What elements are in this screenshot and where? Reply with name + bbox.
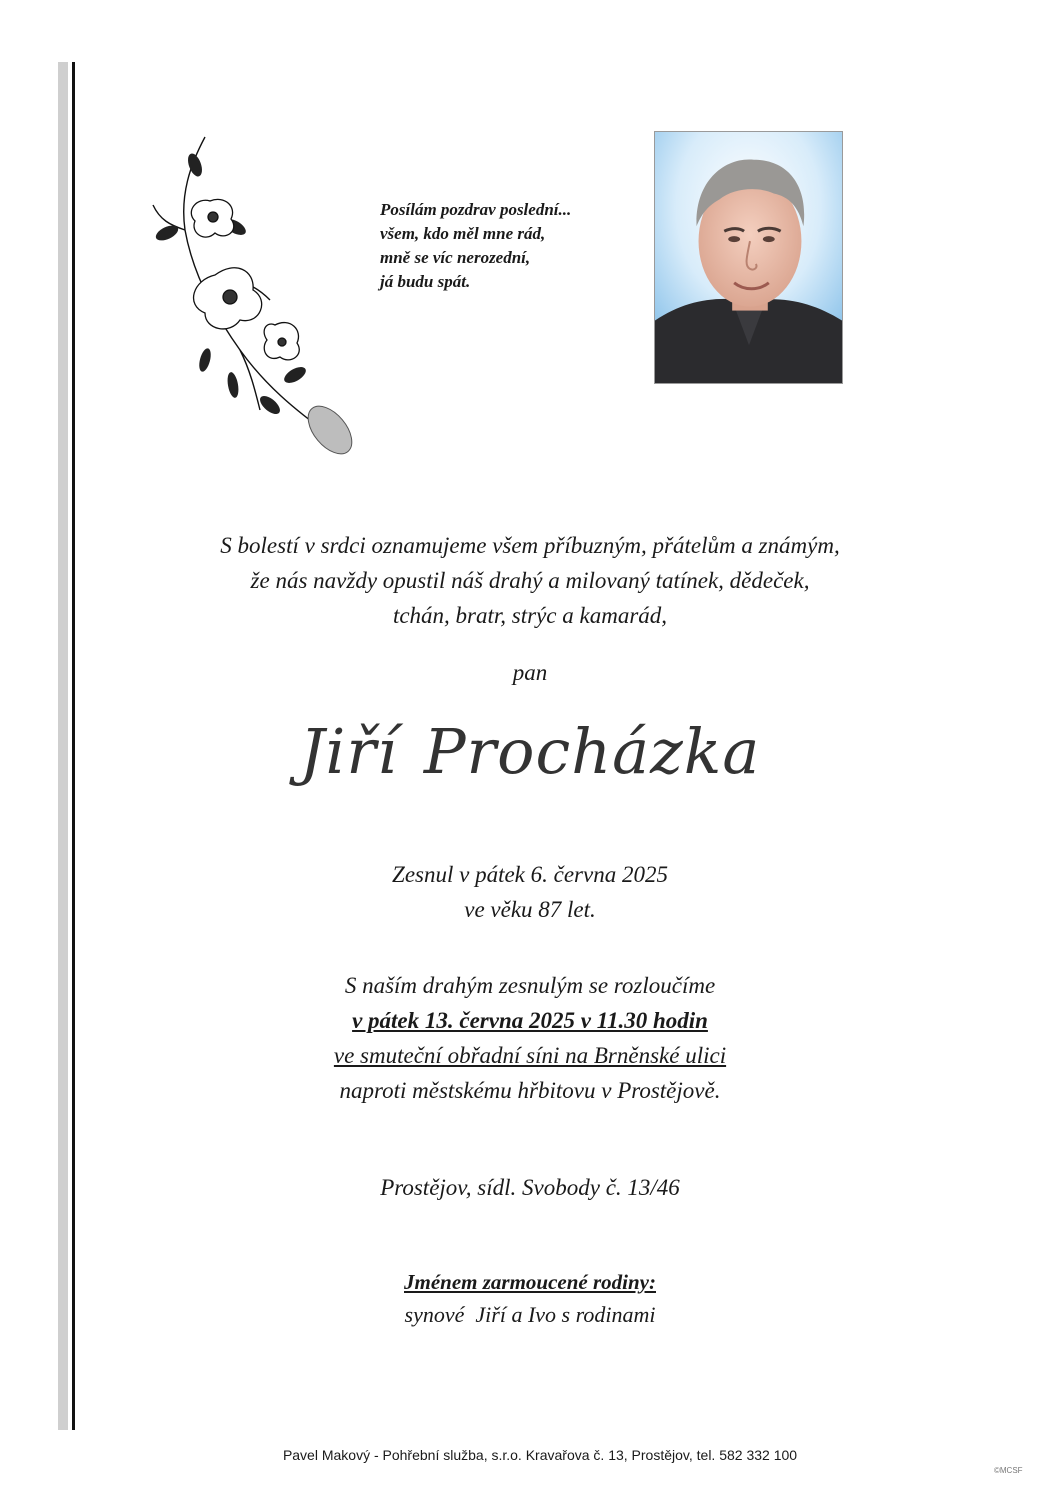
announcement-line: že nás navždy opustil náš drahý a milovaný tatínek, dědeček, [250, 568, 810, 593]
funeral-location: naproti městskému hřbitovu v Prostějově. [339, 1078, 721, 1103]
family-heading: Jménem zarmoucené rodiny: [404, 1270, 656, 1294]
funeral-intro: S naším drahým zesnulým se rozloučíme [344, 973, 716, 998]
poem-line: já budu spát. [380, 272, 471, 291]
funeral-service-footer: Pavel Makový - Pohřební služba, s.r.o. Kravařova č. 13, Prostějov, tel. 582 332 100 [282, 1447, 798, 1463]
left-border-dark [72, 62, 75, 1430]
last-name: Procházka [423, 715, 761, 788]
death-info [120, 857, 940, 927]
family-address: Prostějov, sídl. Svobody č. 13/46 [380, 1175, 680, 1200]
funeral-datetime: v pátek 13. června 2025 v 11.30 hodin [352, 1008, 708, 1033]
family-names: synové Jiří a Ivo s rodinami [404, 1302, 656, 1327]
poem-line: mně se víc nerozední, [380, 248, 531, 267]
flower-branch-illustration [145, 135, 355, 465]
poem-line: Posílám pozdrav poslední... [380, 200, 572, 219]
left-border-light [58, 62, 68, 1430]
announcement-line: S bolestí v srdci oznamujeme všem příbuzným, přátelům a známým, [220, 533, 840, 558]
announcement-line: tchán, bratr, strýc a kamarád, [392, 603, 668, 628]
death-age: ve věku 87 let. [464, 897, 596, 922]
deceased-name [100, 715, 960, 788]
announcement [120, 528, 940, 633]
death-date: Zesnul v pátek 6. června 2025 [392, 862, 668, 887]
poem-line: všem, kdo měl mne rád, [380, 224, 546, 243]
first-name: Jiří [299, 715, 398, 788]
funeral-place: ve smuteční obřadní síni na Brněnské ulici [333, 1043, 727, 1068]
salutation: pan [512, 660, 548, 685]
funeral-info [120, 968, 940, 1108]
poem [380, 198, 640, 294]
copyright-mark: ©MCSF [994, 1466, 1023, 1475]
portrait-photo [654, 131, 843, 384]
